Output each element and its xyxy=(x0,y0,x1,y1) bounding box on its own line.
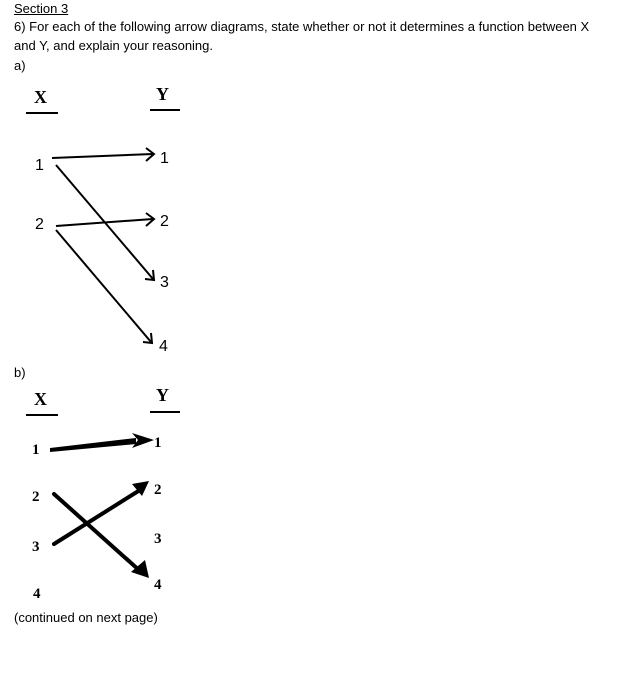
diagram-a-arrow-2-to-4 xyxy=(56,230,151,342)
diagram-a xyxy=(26,84,180,355)
diagram-a-x-1: 1 xyxy=(35,157,44,174)
part-a-label: a) xyxy=(14,58,26,73)
diagram-a-y-3: 3 xyxy=(160,274,169,291)
diagram-a-y-4: 4 xyxy=(159,338,168,355)
diagram-a-x-2: 2 xyxy=(35,216,44,233)
diagram-a-x-header: X xyxy=(34,87,47,107)
question-text-line-1: 6) For each of the following arrow diagrams, state whether or not it determines a function between X xyxy=(14,19,590,34)
diagram-a-arrow-1-to-3 xyxy=(56,165,153,279)
diagram-b-x-1: 1 xyxy=(32,442,40,458)
diagram-b-arrow-2-to-4 xyxy=(54,494,140,571)
diagram-a-y-2: 2 xyxy=(160,213,169,230)
diagram-b-y-1: 1 xyxy=(154,435,162,451)
part-b-label: b) xyxy=(14,365,26,380)
diagram-b-arrow-1-to-1 xyxy=(50,438,136,452)
diagram-b-arrow-3-to-2 xyxy=(54,490,140,544)
section-title: Section 3 xyxy=(14,1,69,16)
diagram-b-y-header: Y xyxy=(156,385,169,405)
diagram-b-x-2: 2 xyxy=(32,489,40,505)
diagram-b-y-2: 2 xyxy=(154,482,162,498)
diagram-b xyxy=(26,385,180,602)
diagram-a-arrow-1-to-1 xyxy=(52,154,153,158)
diagram-b-x-3: 3 xyxy=(32,539,40,555)
diagram-b-y-3: 3 xyxy=(154,531,162,547)
diagram-b-y-4: 4 xyxy=(154,577,162,593)
question-text-line-2: and Y, and explain your reasoning. xyxy=(14,38,214,53)
diagram-b-x-header: X xyxy=(34,389,47,409)
continued-note: (continued on next page) xyxy=(14,610,158,625)
diagram-a-y-1: 1 xyxy=(160,150,169,167)
diagram-a-y-header: Y xyxy=(156,84,169,104)
diagram-b-x-4: 4 xyxy=(33,586,41,602)
